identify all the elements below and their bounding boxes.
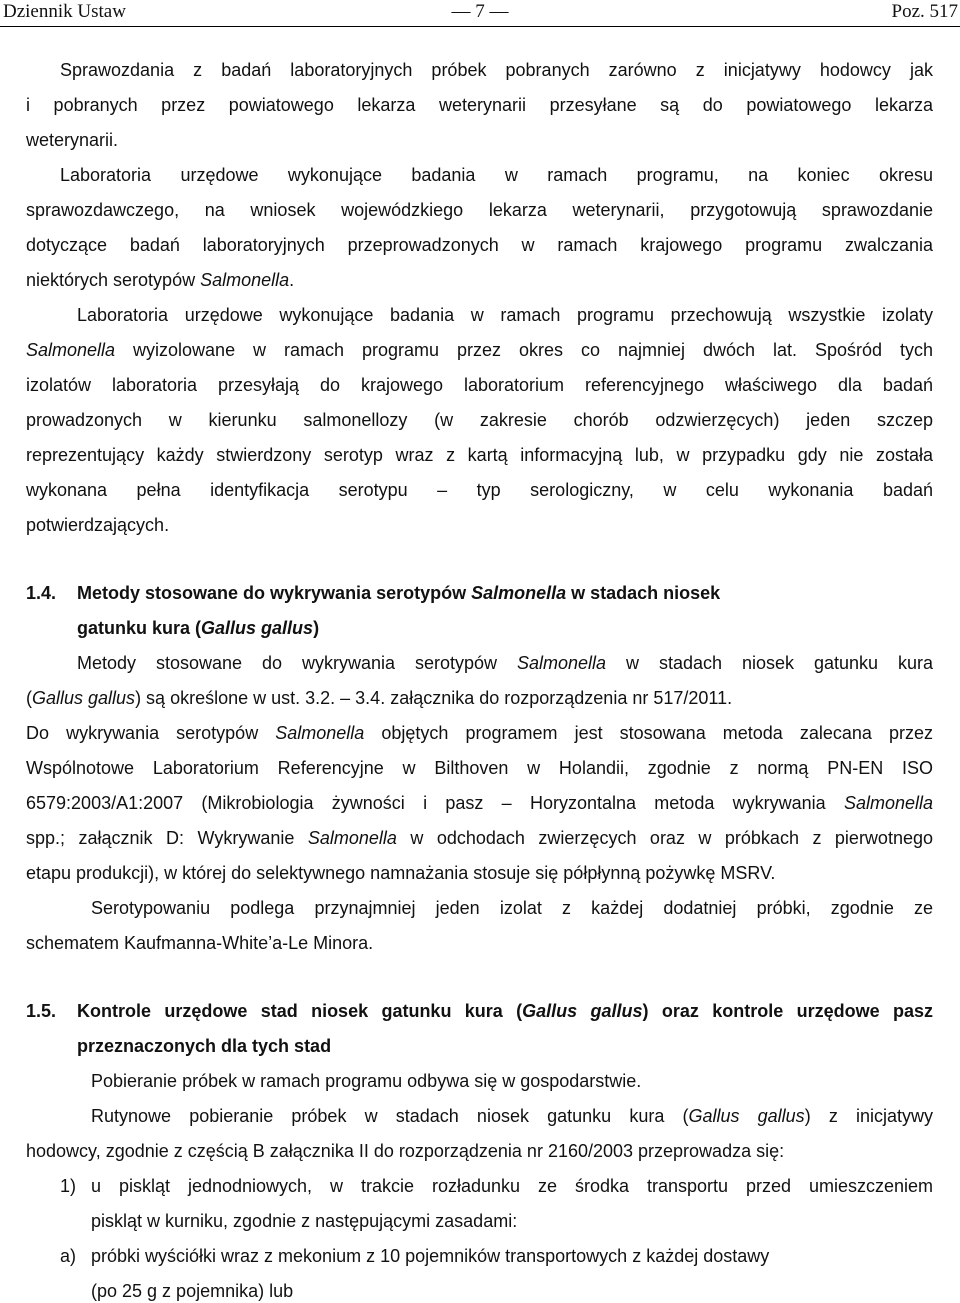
list-item: próbki wyściółki wraz z mekonium z 10 pojemników transportowych z każdej dostawy [91,1246,770,1266]
paragraph-line: (Gallus gallus) są określone w ust. 3.2. – 3.4. załącznika do rozporządzenia nr 517/2011. [26,688,733,708]
paragraph-line: Salmonella wyizolowane w ramach programu przez okres co najmniej dwóch lat. Spośród tych [26,340,933,360]
page-header [0,0,960,27]
paragraph-line: 6579:2003/A1:2007 (Mikrobiologia żywności i pasz – Horyzontalna metoda wykrywania Salmonella [26,793,933,813]
paragraph-line: Serotypowaniu podlega przynajmniej jeden izolat z każdej dodatniej próbki, zgodnie ze [91,898,933,918]
paragraph-line: Rutynowe pobieranie próbek w stadach niosek gatunku kura (Gallus gallus) z inicjatywy [91,1106,933,1126]
section-number: 1.5. [26,1001,57,1021]
list-item: u piskląt jednodniowych, w trakcie rozładunku ze środka transportu przed umieszczeniem [91,1176,933,1196]
paragraph-line: Do wykrywania serotypów Salmonella objętych programem jest stosowana metoda zalecana przez [26,723,933,743]
list-item: (po 25 g z pojemnika) lub [91,1281,294,1301]
paragraph-line: hodowcy, zgodnie z częścią B załącznika II do rozporządzenia nr 2160/2003 przeprowadza się: [26,1141,785,1161]
position-number: Poz. 517 [891,1,958,22]
section-number: 1.4. [26,583,57,603]
paragraph-line: etapu produkcji), w której do selektywnego namnażania stosuje się półpłynną pożywkę MSRV. [26,863,776,883]
paragraph-line: potwierdzających. [26,515,170,535]
paragraph-line: schematem Kaufmanna-White’a-Le Minora. [26,933,374,953]
list-item: piskląt w kurniku, zgodnie z następującymi zasadami: [91,1211,518,1231]
paragraph-line: sprawozdawczego, na wniosek wojewódzkiego lekarza weterynarii, przygotowują sprawozdanie [26,200,933,220]
paragraph-line: wykonana pełna identyfikacja serotypu – typ serologiczny, w celu wykonania badań [26,480,933,500]
paragraph-line: Sprawozdania z badań laboratoryjnych próbek pobranych zarówno z inicjatywy hodowcy jak [60,60,933,80]
paragraph-line: Laboratoria urzędowe wykonujące badania w ramach programu, na koniec okresu [60,165,933,185]
paragraph-line: i pobranych przez powiatowego lekarza weterynarii przesyłane są do powiatowego lekarza [26,95,933,115]
paragraph-line: dotyczące badań laboratoryjnych przeprowadzonych w ramach krajowego programu zwalczania [26,235,933,255]
paragraph-line: weterynarii. [26,130,119,150]
list-number: 1) [60,1176,77,1196]
paragraph-line: Metody stosowane do wykrywania serotypów Salmonella w stadach niosek gatunku kura [77,653,934,673]
page-number: — 7 — [451,1,509,22]
paragraph-line: Wspólnotowe Laboratorium Referencyjne w Bilthoven w Holandii, zgodnie z normą PN-EN ISO [26,758,933,778]
section-title: gatunku kura (Gallus gallus) [77,618,320,638]
paragraph-line: izolatów laboratoria przesyłają do krajowego laboratorium referencyjnego właściwego dla badań [26,375,933,395]
paragraph-line: reprezentujący każdy stwierdzony serotyp wraz z kartą informacyjną lub, w przypadku gdy nie została [26,445,933,465]
section-title: przeznaczonych dla tych stad [77,1036,332,1056]
list-letter: a) [60,1246,77,1266]
section-title: Metody stosowane do wykrywania serotypów Salmonella w stadach niosek [77,583,721,603]
paragraph-line: Laboratoria urzędowe wykonujące badania w ramach programu przechowują wszystkie izolaty [77,305,933,325]
paragraph-line: spp.; załącznik D: Wykrywanie Salmonella w odchodach zwierzęcych oraz w próbkach z pierwotnego [26,828,933,848]
paragraph-line: niektórych serotypów Salmonella. [26,270,295,290]
section-title: Kontrole urzędowe stad niosek gatunku kura (Gallus gallus) oraz kontrole urzędowe pasz [77,1001,933,1021]
paragraph-line: Pobieranie próbek w ramach programu odbywa się w gospodarstwie. [91,1071,642,1091]
paragraph-line: prowadzonych w kierunku salmonellozy (w zakresie chorób odzwierzęcych) jeden szczep [26,410,933,430]
journal-name: Dziennik Ustaw [3,1,126,22]
